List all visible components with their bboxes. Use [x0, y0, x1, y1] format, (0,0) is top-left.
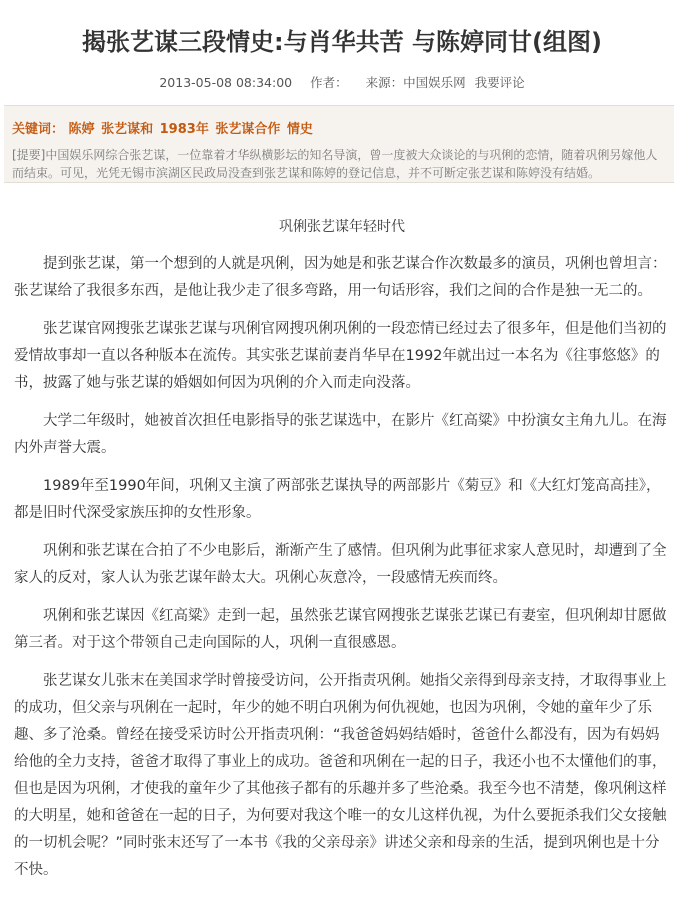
paragraph: 巩俐和张艺谋在合拍了不少电影后，渐渐产生了感情。但巩俐为此事征求家人意见时，却遭到了全家人的反对，家人认为张艺谋年龄太大。巩俐心灰意冷，一段感情无疾而终。 — [14, 543, 667, 586]
article-meta — [0, 73, 684, 91]
watermark-overlay — [614, 883, 678, 905]
keyword-link[interactable]: 陈婷 — [68, 122, 95, 137]
article-body — [14, 251, 670, 895]
source-name: 中国娱乐网 — [403, 75, 466, 90]
source-info — [366, 75, 466, 90]
paragraph: 巩俐和张艺谋因《红高粱》走到一起，虽然张艺谋官网搜张艺谋张艺谋已有妻室，但巩俐却甘愿做第三者。对于这个带领自己走向国际的人，巩俐一直很感恩。 — [14, 608, 667, 651]
image-caption: 巩俐张艺谋年轻时代 — [279, 219, 405, 235]
keywords-label: 关键词： — [12, 122, 65, 137]
paragraph: 张艺谋女儿张末在美国求学时曾接受访问，公开指责巩俐。她指父亲得到母亲支持，才取得事业上的成功，但父亲与巩俐在一起时，年少的她不明白巩俐为何仇视她，也因为巩俐，令她的童年少了乐趣、多了沧桑。曾经在接受采访时公开指责巩俐：“我爸爸妈妈结婚时，爸爸什么都没有，因为有妈妈给他的全力支持，爸爸才取得了事业上的成功。爸爸和巩俐在一起的日子，我还小也不太懂他们的事，但也是因为巩俐，才使我的童年少了其他孩子都有的乐趣并多了些沧桑。我至今也不清楚，像巩俐这样的大明星，她和爸爸在一起的日子，为何要对我这个唯一的女儿这样仇视，为什么要扼杀我们父女接触的一切机会呢？”同时张末还写了一本书《我的父亲母亲》讲述父亲和母亲的生活，提到巩俐也是十分不快。 — [14, 673, 667, 878]
paragraph: 张艺谋官网搜张艺谋张艺谋与巩俐官网搜巩俐巩俐的一段恋情已经过去了很多年，但是他们当初的爱情故事却一直以各种版本在流传。其实张艺谋前妻肖华早在1992年就出过一本名为《往事悠悠》的书，披露了她与张艺谋的婚姻如何因为巩俐的介入而走向没落。 — [14, 321, 667, 391]
keyword-link[interactable]: 张艺谋和 — [101, 122, 154, 137]
summary-box — [4, 105, 674, 183]
keyword-link[interactable]: 张艺谋合作 — [215, 122, 281, 137]
keywords — [12, 118, 315, 137]
paragraph: 提到张艺谋，第一个想到的人就是巩俐，因为她是和张艺谋合作次数最多的演员，巩俐也曾坦言：张艺谋给了我很多东西，是他让我少走了很多弯路，用一句话形容，我们之间的合作是独一无二的。 — [14, 256, 667, 299]
publish-date: 2013-05-08 08:34:00 — [159, 75, 293, 90]
source-label: 来源： — [365, 75, 404, 90]
paragraph: 大学二年级时，她被首次担任电影指导的张艺谋选中，在影片《红高粱》中扮演女主角九儿。在海内外声誉大震。 — [14, 413, 667, 456]
comment-link[interactable]: 我要评论 — [474, 75, 525, 90]
keyword-link[interactable]: 1983年 — [159, 122, 209, 137]
keyword-link[interactable]: 情史 — [286, 122, 313, 137]
author-label: 作者： — [310, 75, 348, 90]
paragraph: 1989年至1990年间，巩俐又主演了两部张艺谋执导的两部影片《菊豆》和《大红灯笼高高挂》，都是旧时代深受家族压抑的女性形象。 — [14, 478, 661, 521]
article-title: 揭张艺谋三段情史:与肖华共苦 与陈婷同甘(组图) — [82, 28, 602, 56]
abstract: [提要]中国娱乐网综合张艺谋，一位靠着才华纵横影坛的知名导演，曾一度被大众谈论的与巩俐的恋情，随着巩俐另嫁他人而结束。可见，光凭无锡市滨湖区民政局没查到张艺谋和陈婷的登记信息，并不可断定张艺谋和陈婷没有结婚。 — [12, 148, 658, 180]
